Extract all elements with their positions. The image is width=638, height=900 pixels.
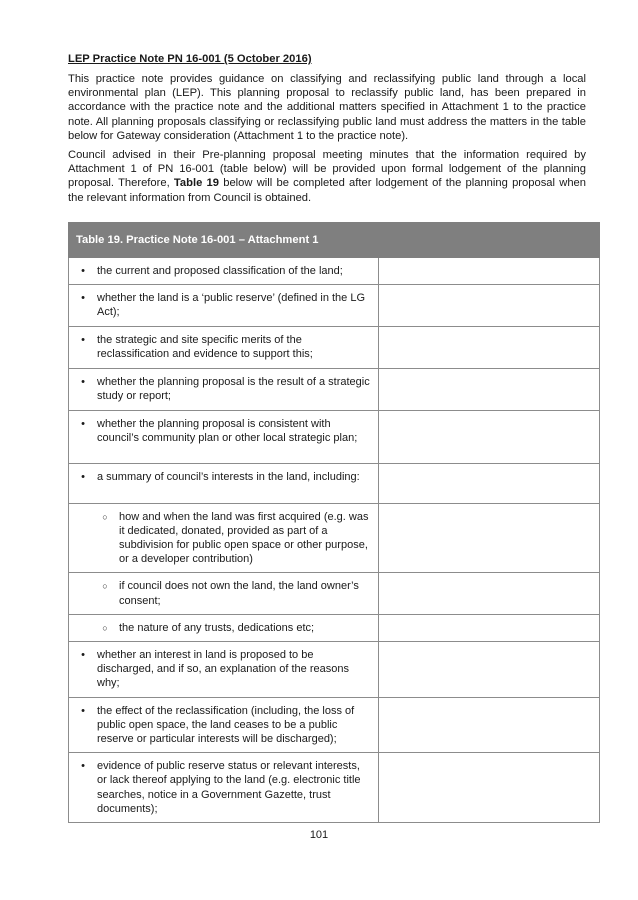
matter-text: whether the planning proposal is the result of a strategic study or report;	[97, 376, 370, 403]
matter-text: the strategic and site specific merits of the reclassification and evidence to support this;	[97, 334, 313, 361]
table-row	[69, 463, 600, 503]
council-advice-text-1: Council advised in their Pre-planning proposal meeting minutes that the information required by Attachment 1 of PN 16-001 (table below) will be provided upon formal lodgement of the planning proposal. Therefore,	[68, 149, 586, 190]
bullet-icon: •	[81, 376, 85, 389]
answer-cell	[379, 614, 600, 641]
answer-cell	[379, 697, 600, 753]
council-advice-text-2: below will be completed after lodgement of the planning proposal when the relevant information from Council is obtained.	[68, 177, 586, 204]
answer-cell	[379, 503, 600, 573]
sub-bullet-icon: ○	[102, 511, 108, 522]
intro-paragraph: This practice note provides guidance on classifying and reclassifying public land through a local environmental plan (LEP). This planning proposal to reclassify public land, has been prepared in accordance with the practice note and the additional matters specified in Attachment 1 to the practice note. All planning proposals classifying or reclassifying public land must address the matters in the table below for Gateway consideration (Attachment 1 to the practice note).	[68, 73, 586, 142]
bullet-icon: •	[81, 292, 85, 305]
table-row	[69, 614, 600, 641]
section-heading: LEP Practice Note PN 16-001 (5 October 2016)	[68, 53, 312, 65]
matter-text: the nature of any trusts, dedications etc;	[119, 621, 315, 634]
council-advice-paragraph	[68, 148, 586, 205]
table-row	[69, 642, 600, 698]
table-row	[69, 285, 600, 327]
answer-cell	[379, 285, 600, 327]
matter-text: whether the planning proposal is consistent with council’s community plan or other local strategic plan;	[97, 417, 358, 444]
answer-cell	[379, 410, 600, 463]
matter-text: whether the land is a ‘public reserve’ (defined in the LG Act);	[97, 292, 366, 319]
table-row	[69, 410, 600, 463]
answer-cell	[379, 463, 600, 503]
bullet-icon: •	[81, 470, 85, 483]
bullet-icon: •	[81, 417, 85, 430]
answer-cell	[379, 258, 600, 285]
matter-text: if council does not own the land, the land owner’s consent;	[119, 580, 359, 607]
matter-text: evidence of public reserve status or relevant interests, or lack thereof applying to the land (e.g. electronic title searches, notice in a Government Gazette, trust documents);	[97, 760, 361, 815]
bullet-icon: •	[81, 649, 85, 662]
matter-text: how and when the land was first acquired (e.g. was it dedicated, donated, provided as part of a subdivision for public open space or other purpose, or a developer contribution)	[119, 510, 369, 566]
sub-bullet-icon: ○	[102, 581, 108, 592]
answer-cell	[379, 573, 600, 614]
answer-cell	[379, 642, 600, 698]
table-row	[69, 258, 600, 285]
table-row	[69, 327, 600, 369]
bullet-icon: •	[81, 760, 85, 773]
table-row	[69, 503, 600, 573]
page-number: 101	[309, 829, 329, 841]
matter-text: the effect of the reclassification (including, the loss of public open space, the land ceases to be a public reserve or particular interests will be discharged);	[97, 704, 355, 746]
table-title: Table 19. Practice Note 16-001 – Attachment 1	[69, 223, 600, 258]
answer-cell	[379, 753, 600, 823]
table-row	[69, 369, 600, 410]
matter-text: the current and proposed classification of the land;	[97, 265, 343, 277]
sub-bullet-icon: ○	[102, 622, 108, 633]
matter-text: whether an interest in land is proposed to be discharged, and if so, an explanation of the reasons why;	[97, 649, 349, 690]
answer-cell	[379, 327, 600, 369]
bullet-icon: •	[81, 704, 85, 717]
bullet-icon: •	[81, 265, 85, 277]
attachment-table	[68, 222, 600, 823]
answer-cell	[379, 369, 600, 410]
table-row	[69, 753, 600, 823]
table-reference: Table 19	[173, 177, 219, 190]
bullet-icon: •	[81, 334, 85, 347]
matter-text: a summary of council’s interests in the land, including:	[97, 470, 360, 483]
table-row	[69, 573, 600, 614]
table-row	[69, 697, 600, 753]
